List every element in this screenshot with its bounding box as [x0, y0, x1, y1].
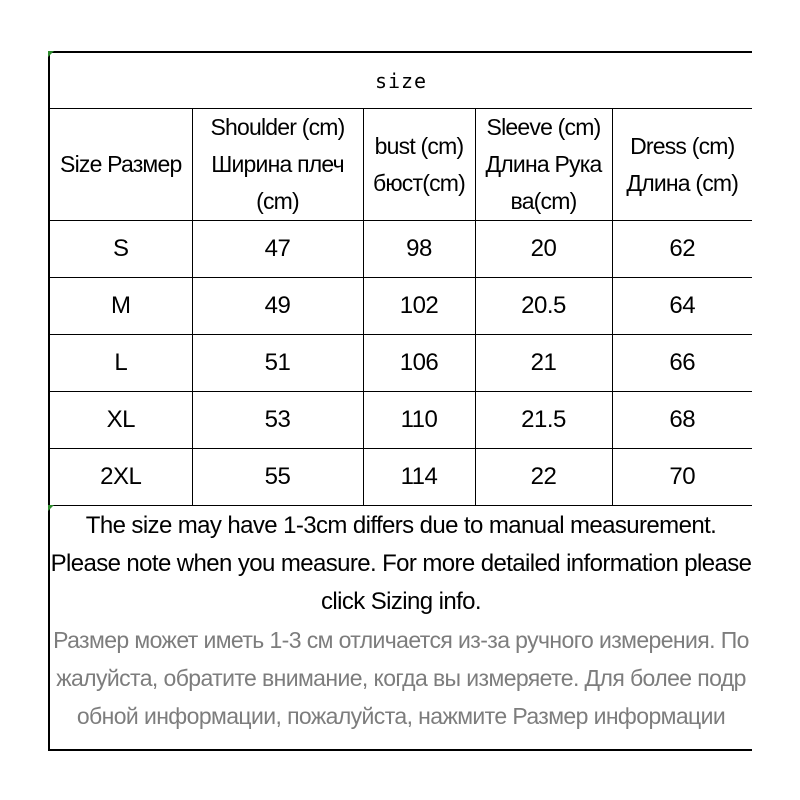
- bust-cell: 106: [363, 335, 475, 392]
- note-english: The size may have 1-3cm differs due to manual measurement. Please note when you measure. For more detailed information please click Sizing info.: [50, 512, 752, 615]
- sleeve-cell: 21: [475, 335, 612, 392]
- table-row: [50, 392, 752, 449]
- size-cell: 2XL: [50, 449, 192, 506]
- header-size: Size Размер: [50, 109, 192, 221]
- bust-cell: 114: [363, 449, 475, 506]
- size-cell: M: [50, 278, 192, 335]
- shoulder-cell: 49: [192, 278, 363, 335]
- dress-cell: 64: [612, 278, 752, 335]
- table-row: [50, 221, 752, 278]
- shoulder-cell: 51: [192, 335, 363, 392]
- measurement-note: [50, 507, 752, 735]
- size-table: [50, 53, 752, 506]
- dress-cell: 70: [612, 449, 752, 506]
- shoulder-cell: 55: [192, 449, 363, 506]
- header-shoulder: Shoulder (cm) Ширина плеч (cm): [192, 109, 363, 221]
- title-row: [50, 53, 752, 109]
- table-title: size: [50, 53, 752, 109]
- bust-cell: 110: [363, 392, 475, 449]
- dress-cell: 68: [612, 392, 752, 449]
- dress-cell: 66: [612, 335, 752, 392]
- header-row: [50, 109, 752, 221]
- bust-cell: 98: [363, 221, 475, 278]
- header-bust: bust (cm) бюст(cm): [363, 109, 475, 221]
- size-cell: S: [50, 221, 192, 278]
- size-cell: XL: [50, 392, 192, 449]
- sleeve-cell: 20: [475, 221, 612, 278]
- table-row: [50, 449, 752, 506]
- sleeve-cell: 20.5: [475, 278, 612, 335]
- size-chart: [48, 51, 752, 751]
- header-sleeve: Sleeve (cm) Длина Рука ва(cm): [475, 109, 612, 221]
- sleeve-cell: 21.5: [475, 392, 612, 449]
- shoulder-cell: 47: [192, 221, 363, 278]
- table-row: [50, 335, 752, 392]
- shoulder-cell: 53: [192, 392, 363, 449]
- note-russian: Размер может иметь 1-3 см отличается из-за ручного измерения. Пожалуйста, обратите внимание, когда вы измеряете. Для более подробной информации, пожалуйста, нажмите Размер информации: [53, 627, 749, 729]
- dress-cell: 62: [612, 221, 752, 278]
- sleeve-cell: 22: [475, 449, 612, 506]
- header-dress: Dress (cm) Длина (cm): [612, 109, 752, 221]
- size-cell: L: [50, 335, 192, 392]
- bust-cell: 102: [363, 278, 475, 335]
- table-row: [50, 278, 752, 335]
